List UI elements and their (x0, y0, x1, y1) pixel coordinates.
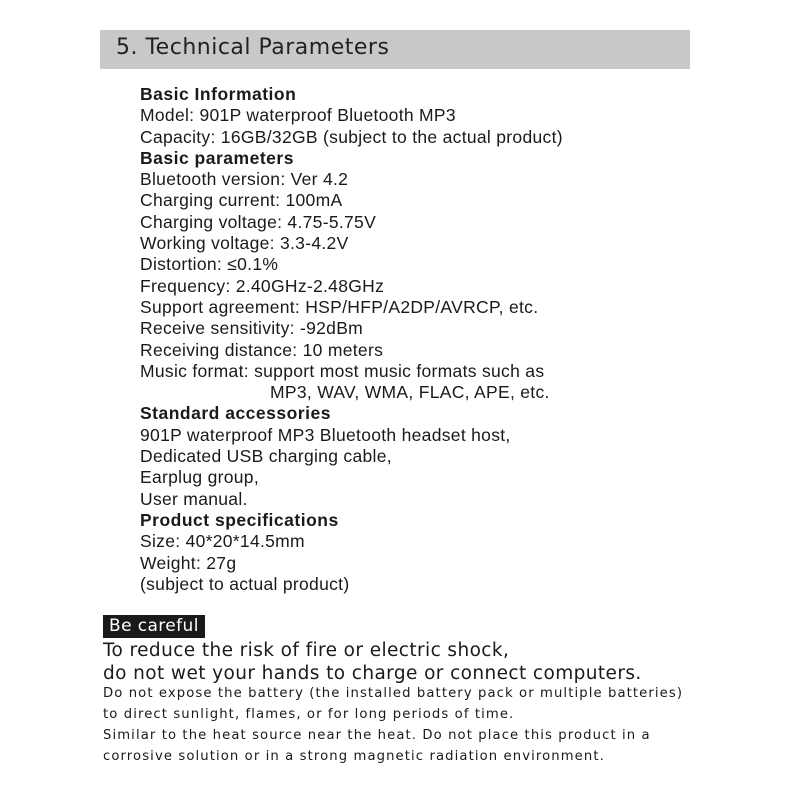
warning-line: To reduce the risk of fire or electric shock, (103, 640, 510, 661)
product-specifications-heading: Product specifications (140, 509, 339, 530)
param-frequency: Frequency: 2.40GHz-2.48GHz (140, 275, 385, 296)
model-line: Model: 901P waterproof Bluetooth MP3 (140, 105, 456, 126)
basic-information-heading: Basic Information (140, 84, 297, 104)
param-charging-voltage: Charging voltage: 4.75-5.75V (140, 211, 377, 232)
caution-badge: Be careful (103, 615, 205, 638)
basic-parameters-heading: Basic parameters (140, 147, 294, 168)
param-music-format: Music format: support most music formats such as (140, 360, 545, 381)
accessory-item: Dedicated USB charging cable, (140, 446, 392, 467)
standard-accessories-heading: Standard accessories (140, 403, 331, 424)
accessory-item: Earplug group, (140, 467, 260, 488)
param-working-voltage: Working voltage: 3.3-4.2V (140, 233, 349, 254)
section-title: 5. Technical Parameters (116, 35, 390, 60)
warning-detail-line: corrosive solution or in a strong magnetic radiation environment. (103, 749, 605, 764)
param-receiving-distance: Receiving distance: 10 meters (140, 339, 384, 360)
param-music-format-continued: MP3, WAV, WMA, FLAC, APE, etc. (270, 382, 550, 403)
warning-detail-line: Do not expose the battery (the installed battery pack or multiple batteries) (103, 686, 684, 701)
spec-weight: Weight: 27g (140, 552, 237, 573)
capacity-line: Capacity: 16GB/32GB (subject to the actual product) (140, 126, 563, 147)
param-distortion: Distortion: ≤0.1% (140, 254, 279, 275)
section-header (100, 30, 690, 69)
spec-list (140, 84, 700, 595)
spec-size: Size: 40*20*14.5mm (140, 531, 305, 552)
warning-detail-line: to direct sunlight, flames, or for long periods of time. (103, 707, 515, 722)
param-receive-sensitivity: Receive sensitivity: -92dBm (140, 318, 364, 339)
caution-warning-large (103, 639, 723, 685)
param-support-agreement: Support agreement: HSP/HFP/A2DP/AVRCP, etc. (140, 296, 539, 317)
param-charging-current: Charging current: 100mA (140, 190, 343, 211)
spec-note: (subject to actual product) (140, 573, 350, 594)
caution-warning-small (103, 683, 723, 767)
accessory-item: User manual. (140, 488, 248, 509)
accessory-item: 901P waterproof MP3 Bluetooth headset host, (140, 424, 511, 445)
warning-line: do not wet your hands to charge or connect computers. (103, 663, 642, 684)
param-bluetooth-version: Bluetooth version: Ver 4.2 (140, 169, 349, 190)
warning-detail-line: Similar to the heat source near the heat. Do not place this product in a (103, 728, 651, 743)
